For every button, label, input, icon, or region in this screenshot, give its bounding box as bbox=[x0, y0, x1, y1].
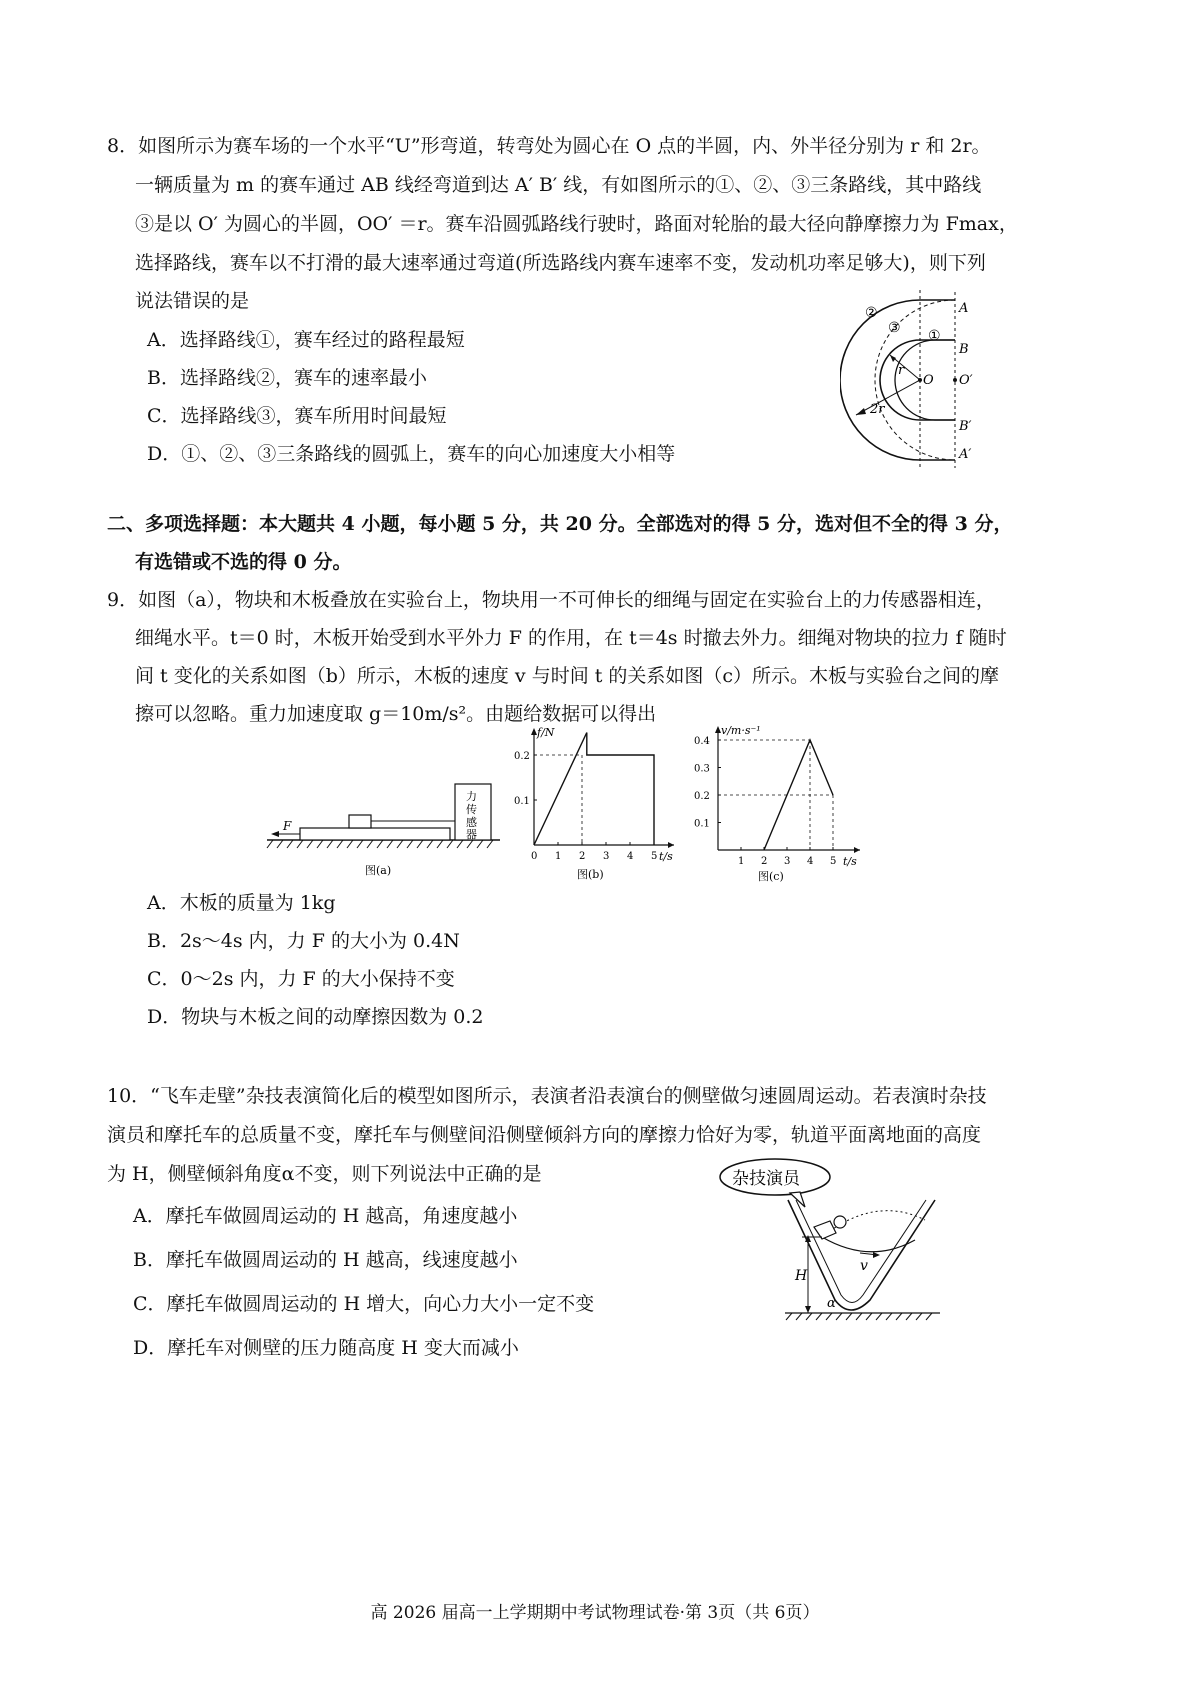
route1-label: ① bbox=[928, 328, 941, 344]
q10-option-b: B．摩托车做圆周运动的 H 越高，线速度越小 bbox=[133, 1249, 518, 1271]
q9-line-2: 细绳水平。t＝0 时，木板开始受到水平外力 F 的作用，在 t＝4s 时撤去外力。细绳对物块的拉力 f 随时 bbox=[135, 627, 1007, 649]
q9-option-b: B．2s～4s 内，力 F 的大小为 0.4N bbox=[147, 930, 460, 952]
route2-label: ② bbox=[865, 305, 878, 321]
q8-option-d: D．①、②、③三条路线的圆弧上，赛车的向心加速度大小相等 bbox=[147, 443, 676, 465]
figure-a-caption: 图(a) bbox=[365, 864, 392, 877]
page-footer: 高 2026 届高一上学期期中考试物理试卷·第 3页（共 6页） bbox=[370, 1603, 820, 1623]
chart-c-xtick: 3 bbox=[784, 856, 791, 867]
q9-line-3: 间 t 变化的关系如图（b）所示，木板的速度 v 与时间 t 的关系如图（c）所示。木板与实验台之间的摩 bbox=[135, 665, 1000, 687]
angle-alpha-label: α bbox=[827, 1296, 836, 1311]
q9-option-c: C．0～2s 内，力 F 的大小保持不变 bbox=[147, 968, 455, 990]
force-f-label: F bbox=[283, 819, 292, 833]
q9-figure-c bbox=[690, 720, 870, 885]
q10-option-c: C．摩托车做圆周运动的 H 增大，向心力大小一定不变 bbox=[133, 1293, 595, 1315]
q10-line-2: 演员和摩托车的总质量不变，摩托车与侧壁间沿侧壁倾斜方向的摩擦力恰好为零，轨道平面离地面的高度 bbox=[107, 1124, 982, 1146]
q10-line-3: 为 H，侧壁倾斜角度α不变，则下列说法中正确的是 bbox=[107, 1163, 542, 1185]
sensor-label-3: 感 bbox=[466, 816, 477, 829]
chart-b-rise-line bbox=[534, 733, 587, 846]
point-a-label: A bbox=[959, 301, 969, 316]
point-a-prime-label: A′ bbox=[959, 447, 972, 462]
q9-option-d: D．物块与木板之间的动摩擦因数为 0.2 bbox=[147, 1006, 484, 1028]
chart-b-xtick: 0 bbox=[531, 851, 538, 862]
chart-c-ytick: 0.1 bbox=[694, 818, 710, 830]
chart-c-ytick: 0.2 bbox=[694, 791, 710, 802]
chart-b-ytick: 0.1 bbox=[514, 796, 530, 807]
radius-r-label: r bbox=[898, 363, 905, 378]
q9-figure-a bbox=[265, 780, 505, 880]
sensor-label-4: 器 bbox=[466, 828, 477, 841]
section2-heading-line-2: 有选错或不选的得 0 分。 bbox=[135, 551, 352, 573]
q8-option-b: B．选择路线②，赛车的速率最小 bbox=[147, 367, 427, 389]
point-o-prime-label: O′ bbox=[959, 373, 973, 388]
figure-c-caption: 图(c) bbox=[758, 870, 784, 883]
q9-line-1: 9．如图（a），物块和木板叠放在实验台上，物块用一不可伸长的细绳与固定在实验台上的力传感器相连， bbox=[107, 589, 995, 611]
q9-figure-b bbox=[512, 720, 682, 880]
chart-c-xtick: 5 bbox=[830, 856, 837, 867]
chart-c-ylabel: v/m·s⁻¹ bbox=[721, 724, 761, 737]
velocity-v-label: v bbox=[860, 1258, 868, 1274]
chart-b-xtick: 5 bbox=[651, 851, 658, 862]
route3-label: ③ bbox=[888, 320, 901, 336]
chart-b-xtick: 2 bbox=[579, 851, 586, 862]
section2-heading-line-1: 二、多项选择题：本大题共 4 小题，每小题 5 分，共 20 分。全部选对的得 5 分，选对但不全的得 3 分， bbox=[107, 513, 1013, 535]
bubble-label: 杂技演员 bbox=[732, 1169, 800, 1189]
chart-b-xtick: 1 bbox=[555, 851, 562, 862]
figure-b-caption: 图(b) bbox=[577, 868, 604, 880]
q10-line-1: 10．“飞车走壁”杂技表演简化后的模型如图所示，表演者沿表演台的侧壁做匀速圆周运动。若表演时杂技 bbox=[107, 1085, 987, 1107]
sensor-label-1: 力 bbox=[466, 790, 477, 803]
q8-line-2: 一辆质量为 m 的赛车通过 AB 线经弯道到达 A′ B′ 线，有如图所示的①、②、③三条路线，其中路线 bbox=[135, 174, 982, 196]
q10-option-a: A．摩托车做圆周运动的 H 越高，角速度越小 bbox=[133, 1205, 518, 1227]
chart-b-xlabel: t/s bbox=[659, 850, 673, 863]
q8-line-1: 8．如图所示为赛车场的一个水平“U”形弯道，转弯处为圆心在 O 点的半圆，内、外半径分别为 r 和 2r。 bbox=[107, 135, 991, 157]
sensor-label-2: 传 bbox=[466, 803, 477, 816]
q9-line-4: 擦可以忽略。重力加速度取 g＝10m/s²。由题给数据可以得出 bbox=[135, 703, 657, 725]
chart-c-xtick: 4 bbox=[807, 856, 814, 867]
radius-2r-label: 2r bbox=[870, 402, 885, 417]
q8-option-a: A．选择路线①，赛车经过的路程最短 bbox=[147, 329, 465, 351]
point-b-prime-label: B′ bbox=[959, 419, 972, 434]
q8-line-3: ③是以 O′ 为圆心的半圆，OO′ ＝r。赛车沿圆弧路线行驶时，路面对轮胎的最大径向静摩擦力为 Fmax， bbox=[135, 213, 1018, 235]
point-o-label: O bbox=[923, 373, 934, 388]
q8-line-4: 选择路线，赛车以不打滑的最大速率通过弯道(所选路线内赛车速率不变，发动机功率足够大)，则下列 bbox=[135, 252, 986, 274]
chart-b-ytick: 0.2 bbox=[514, 751, 530, 762]
chart-b-xtick: 3 bbox=[603, 851, 610, 862]
chart-b-flat-line bbox=[587, 733, 654, 846]
chart-b-ylabel: f/N bbox=[537, 726, 555, 739]
chart-c-ytick: 0.4 bbox=[694, 736, 710, 747]
chart-b-xtick: 4 bbox=[627, 851, 634, 862]
q8-line-5: 说法错误的是 bbox=[135, 290, 250, 312]
chart-c-xtick: 1 bbox=[738, 856, 745, 867]
q10-figure bbox=[710, 1155, 960, 1330]
q8-option-c: C．选择路线③，赛车所用时间最短 bbox=[147, 405, 447, 427]
height-h-label: H bbox=[795, 1268, 808, 1284]
chart-c-xtick: 2 bbox=[761, 856, 768, 867]
point-b-label: B bbox=[959, 342, 969, 357]
q10-option-d: D．摩托车对侧壁的压力随高度 H 变大而减小 bbox=[133, 1337, 519, 1359]
q9-option-a: A．木板的质量为 1kg bbox=[147, 892, 336, 914]
chart-c-xlabel: t/s bbox=[843, 855, 857, 868]
q8-track-figure bbox=[840, 290, 1000, 470]
chart-c-ytick: 0.3 bbox=[694, 763, 710, 775]
